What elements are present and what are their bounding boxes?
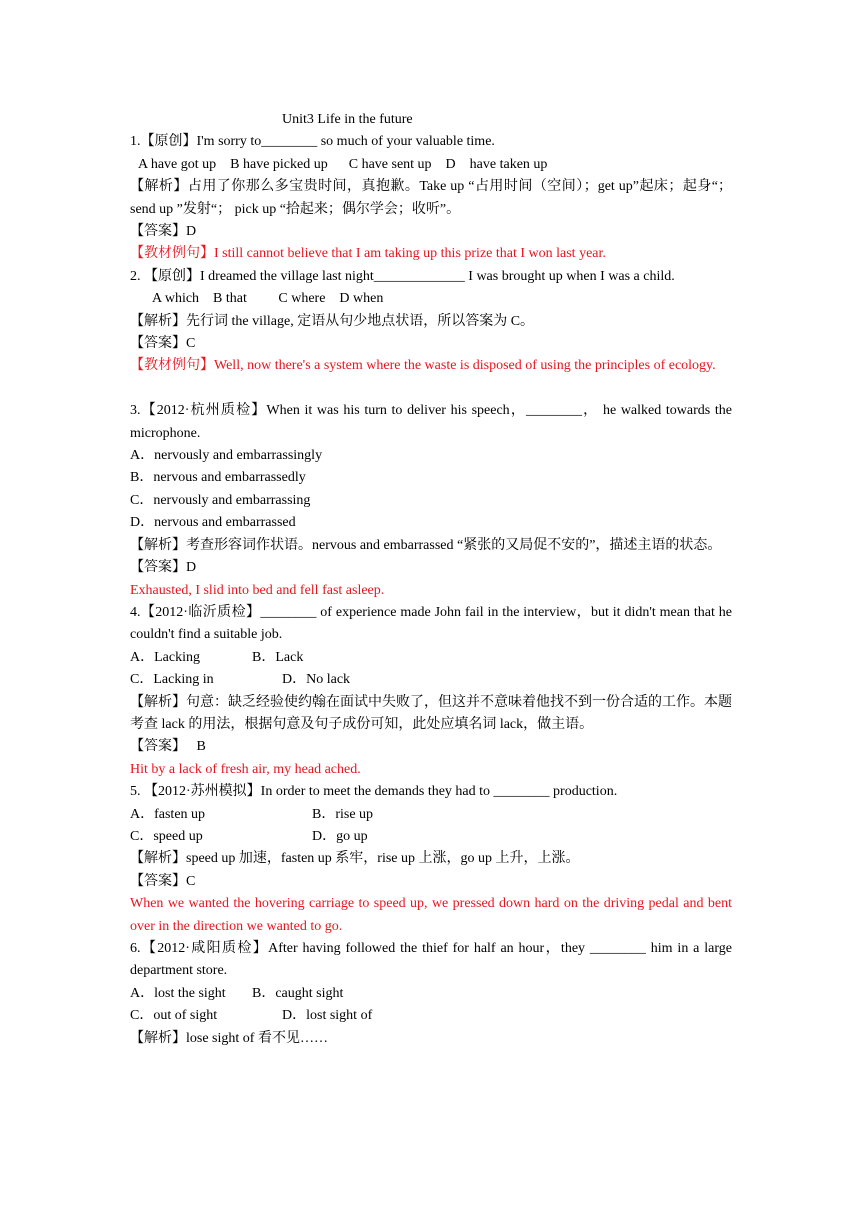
q4-stem: 4.【2012·临沂质检】________ of experience made John fail in the interview，but it didn't mean that he couldn't find a suitable job. xyxy=(130,604,732,643)
q6-analysis: 【解析】lose sight of 看不见…… xyxy=(130,1030,328,1046)
document-body xyxy=(130,109,732,1050)
q2-options: A which B that C where D when xyxy=(152,291,384,307)
q4-option-d: D．No lack xyxy=(282,672,351,688)
q3-option-b: B．nervous and embarrassedly xyxy=(130,470,306,486)
q3-example: Exhausted, I slid into bed and fell fast asleep. xyxy=(130,582,385,598)
q5-option-c: C．speed up xyxy=(130,828,203,844)
q5-stem: 5. 【2012·苏州模拟】In order to meet the demands they had to ________ production. xyxy=(130,784,618,800)
q3-answer: 【答案】D xyxy=(130,560,197,576)
q3-option-d: D．nervous and embarrassed xyxy=(130,515,296,531)
q3-option-a: A．nervously and embarrassingly xyxy=(130,448,323,464)
q3-stem: 3.【2012·杭州质检】When it was his turn to deliver his speech，________， he walked towards the microphone. xyxy=(130,403,732,441)
q4-answer: 【答案】 B xyxy=(130,739,206,755)
q6-option-a: A．lost the sight xyxy=(130,985,226,1001)
q1-analysis: 【解析】占用了你那么多宝贵时间，真抱歉。Take up “占用时间（空间）；get up”起床；起身“； send up ”发射“； pick up “拾起来；偶尔学会；收听”。 xyxy=(130,179,732,217)
q6-option-b: B．caught sight xyxy=(252,985,344,1001)
q5-example: When we wanted the hovering carriage to speed up, we pressed down hard on the driving pedal and bent over in the direction we wanted to go. xyxy=(130,896,732,934)
q5-option-d: D．go up xyxy=(312,828,368,844)
q1-example: 【教材例句】I still cannot believe that I am taking up this prize that I won last year. xyxy=(130,246,606,262)
q6-option-c: C．out of sight xyxy=(130,1008,218,1024)
q5-options-row2 xyxy=(130,826,732,848)
q6-option-d: D．lost sight of xyxy=(282,1008,373,1024)
q4-analysis: 【解析】句意：缺乏经验使约翰在面试中失败了，但这并不意味着他找不到一份合适的工作。本题考查 lack 的用法，根据句意及句子成份可知，此处应填名词 lack，做主语。 xyxy=(130,694,732,732)
q6-options-row2 xyxy=(130,1005,732,1027)
q5-options-row1 xyxy=(130,804,732,826)
q4-options-row2 xyxy=(130,669,732,691)
q1-options: A have got up B have picked up C have sent up D have taken up xyxy=(138,156,548,172)
q2-example: 【教材例句】Well, now there's a system where the waste is disposed of using the principles of ecology. xyxy=(130,358,716,374)
q3-option-c: C．nervously and embarrassing xyxy=(130,492,311,508)
q4-example: Hit by a lack of fresh air, my head ached. xyxy=(130,761,361,777)
q4-option-b: B．Lack xyxy=(252,649,304,665)
q1-stem: 1.【原创】I'm sorry to________ so much of your valuable time. xyxy=(130,134,495,150)
q6-stem: 6.【2012·咸阳质检】After having followed the thief for half an hour，they ________ him in a large department store. xyxy=(130,941,732,979)
q3-analysis: 【解析】考查形容词作状语。nervous and embarrassed “紧张的又局促不安的”，描述主语的状态。 xyxy=(130,537,722,553)
q5-answer: 【答案】C xyxy=(130,873,196,889)
q4-options-row1 xyxy=(130,647,732,669)
blank-line xyxy=(130,378,732,400)
q2-stem: 2. 【原创】I dreamed the village last night_____________ I was brought up when I was a child. xyxy=(130,268,675,284)
q2-answer: 【答案】C xyxy=(130,336,196,352)
q5-option-b: B．rise up xyxy=(312,806,374,822)
q5-option-a: A．fasten up xyxy=(130,806,206,822)
q6-options-row1 xyxy=(130,983,732,1005)
q2-analysis: 【解析】先行词 the village, 定语从句少地点状语，所以答案为 C。 xyxy=(130,313,535,329)
q1-answer: 【答案】D xyxy=(130,224,197,240)
q4-option-c: C．Lacking in xyxy=(130,672,214,688)
q5-analysis: 【解析】speed up 加速，fasten up 系牢，rise up 上涨，go up 上升，上涨。 xyxy=(130,851,580,867)
q4-option-a: A．Lacking xyxy=(130,649,200,665)
document-title: Unit3 Life in the future xyxy=(282,112,413,127)
